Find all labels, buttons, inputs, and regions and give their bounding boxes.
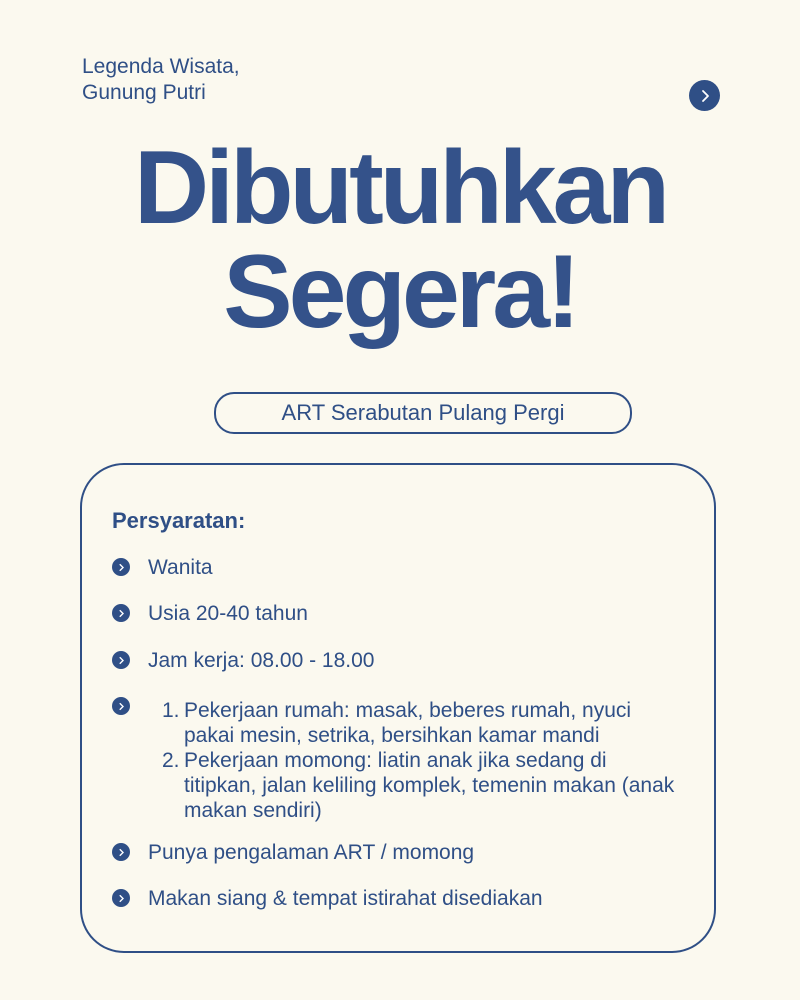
list-item: [112, 886, 543, 911]
chevron-right-icon: [112, 651, 130, 669]
position-label: ART Serabutan Pulang Pergi: [214, 392, 632, 434]
list-item: [112, 648, 374, 673]
task-list: [162, 698, 682, 823]
task-item: [162, 698, 682, 748]
location: [82, 54, 240, 106]
list-item: [112, 601, 308, 626]
list-item-text: Wanita: [148, 556, 213, 579]
task-text: Pekerjaan rumah: masak, beberes rumah, nyuci pakai mesin, setrika, bersihkan kamar mandi: [184, 699, 632, 747]
location-line-1: Legenda Wisata,: [82, 55, 240, 78]
task-number: 2.: [162, 749, 180, 772]
next-button[interactable]: [689, 80, 720, 111]
task-number: 1.: [162, 699, 180, 722]
chevron-right-icon: [112, 558, 130, 576]
location-line-2: Gunung Putri: [82, 81, 206, 104]
list-item-text: Usia 20-40 tahun: [148, 602, 308, 625]
list-item: [112, 555, 213, 580]
headline: [0, 130, 800, 350]
list-item-tasks: [112, 694, 682, 823]
list-item-text: Makan siang & tempat istirahat disediakan: [148, 887, 543, 910]
chevron-right-icon: [112, 697, 130, 715]
chevron-right-icon: [698, 89, 712, 103]
requirements-title: Persyaratan:: [112, 508, 246, 533]
task-item: [162, 748, 682, 823]
task-text: Pekerjaan momong: liatin anak jika sedang di titipkan, jalan keliling komplek, temenin makan (anak makan sendiri): [184, 749, 675, 822]
list-item-text: Punya pengalaman ART / momong: [148, 841, 475, 864]
list-item-text: Jam kerja: 08.00 - 18.00: [148, 649, 375, 672]
chevron-right-icon: [112, 889, 130, 907]
headline-line-2: Segera!: [223, 234, 577, 350]
headline-line-1: Dibutuhkan: [134, 130, 666, 246]
chevron-right-icon: [112, 604, 130, 622]
list-item: [112, 840, 474, 865]
chevron-right-icon: [112, 843, 130, 861]
